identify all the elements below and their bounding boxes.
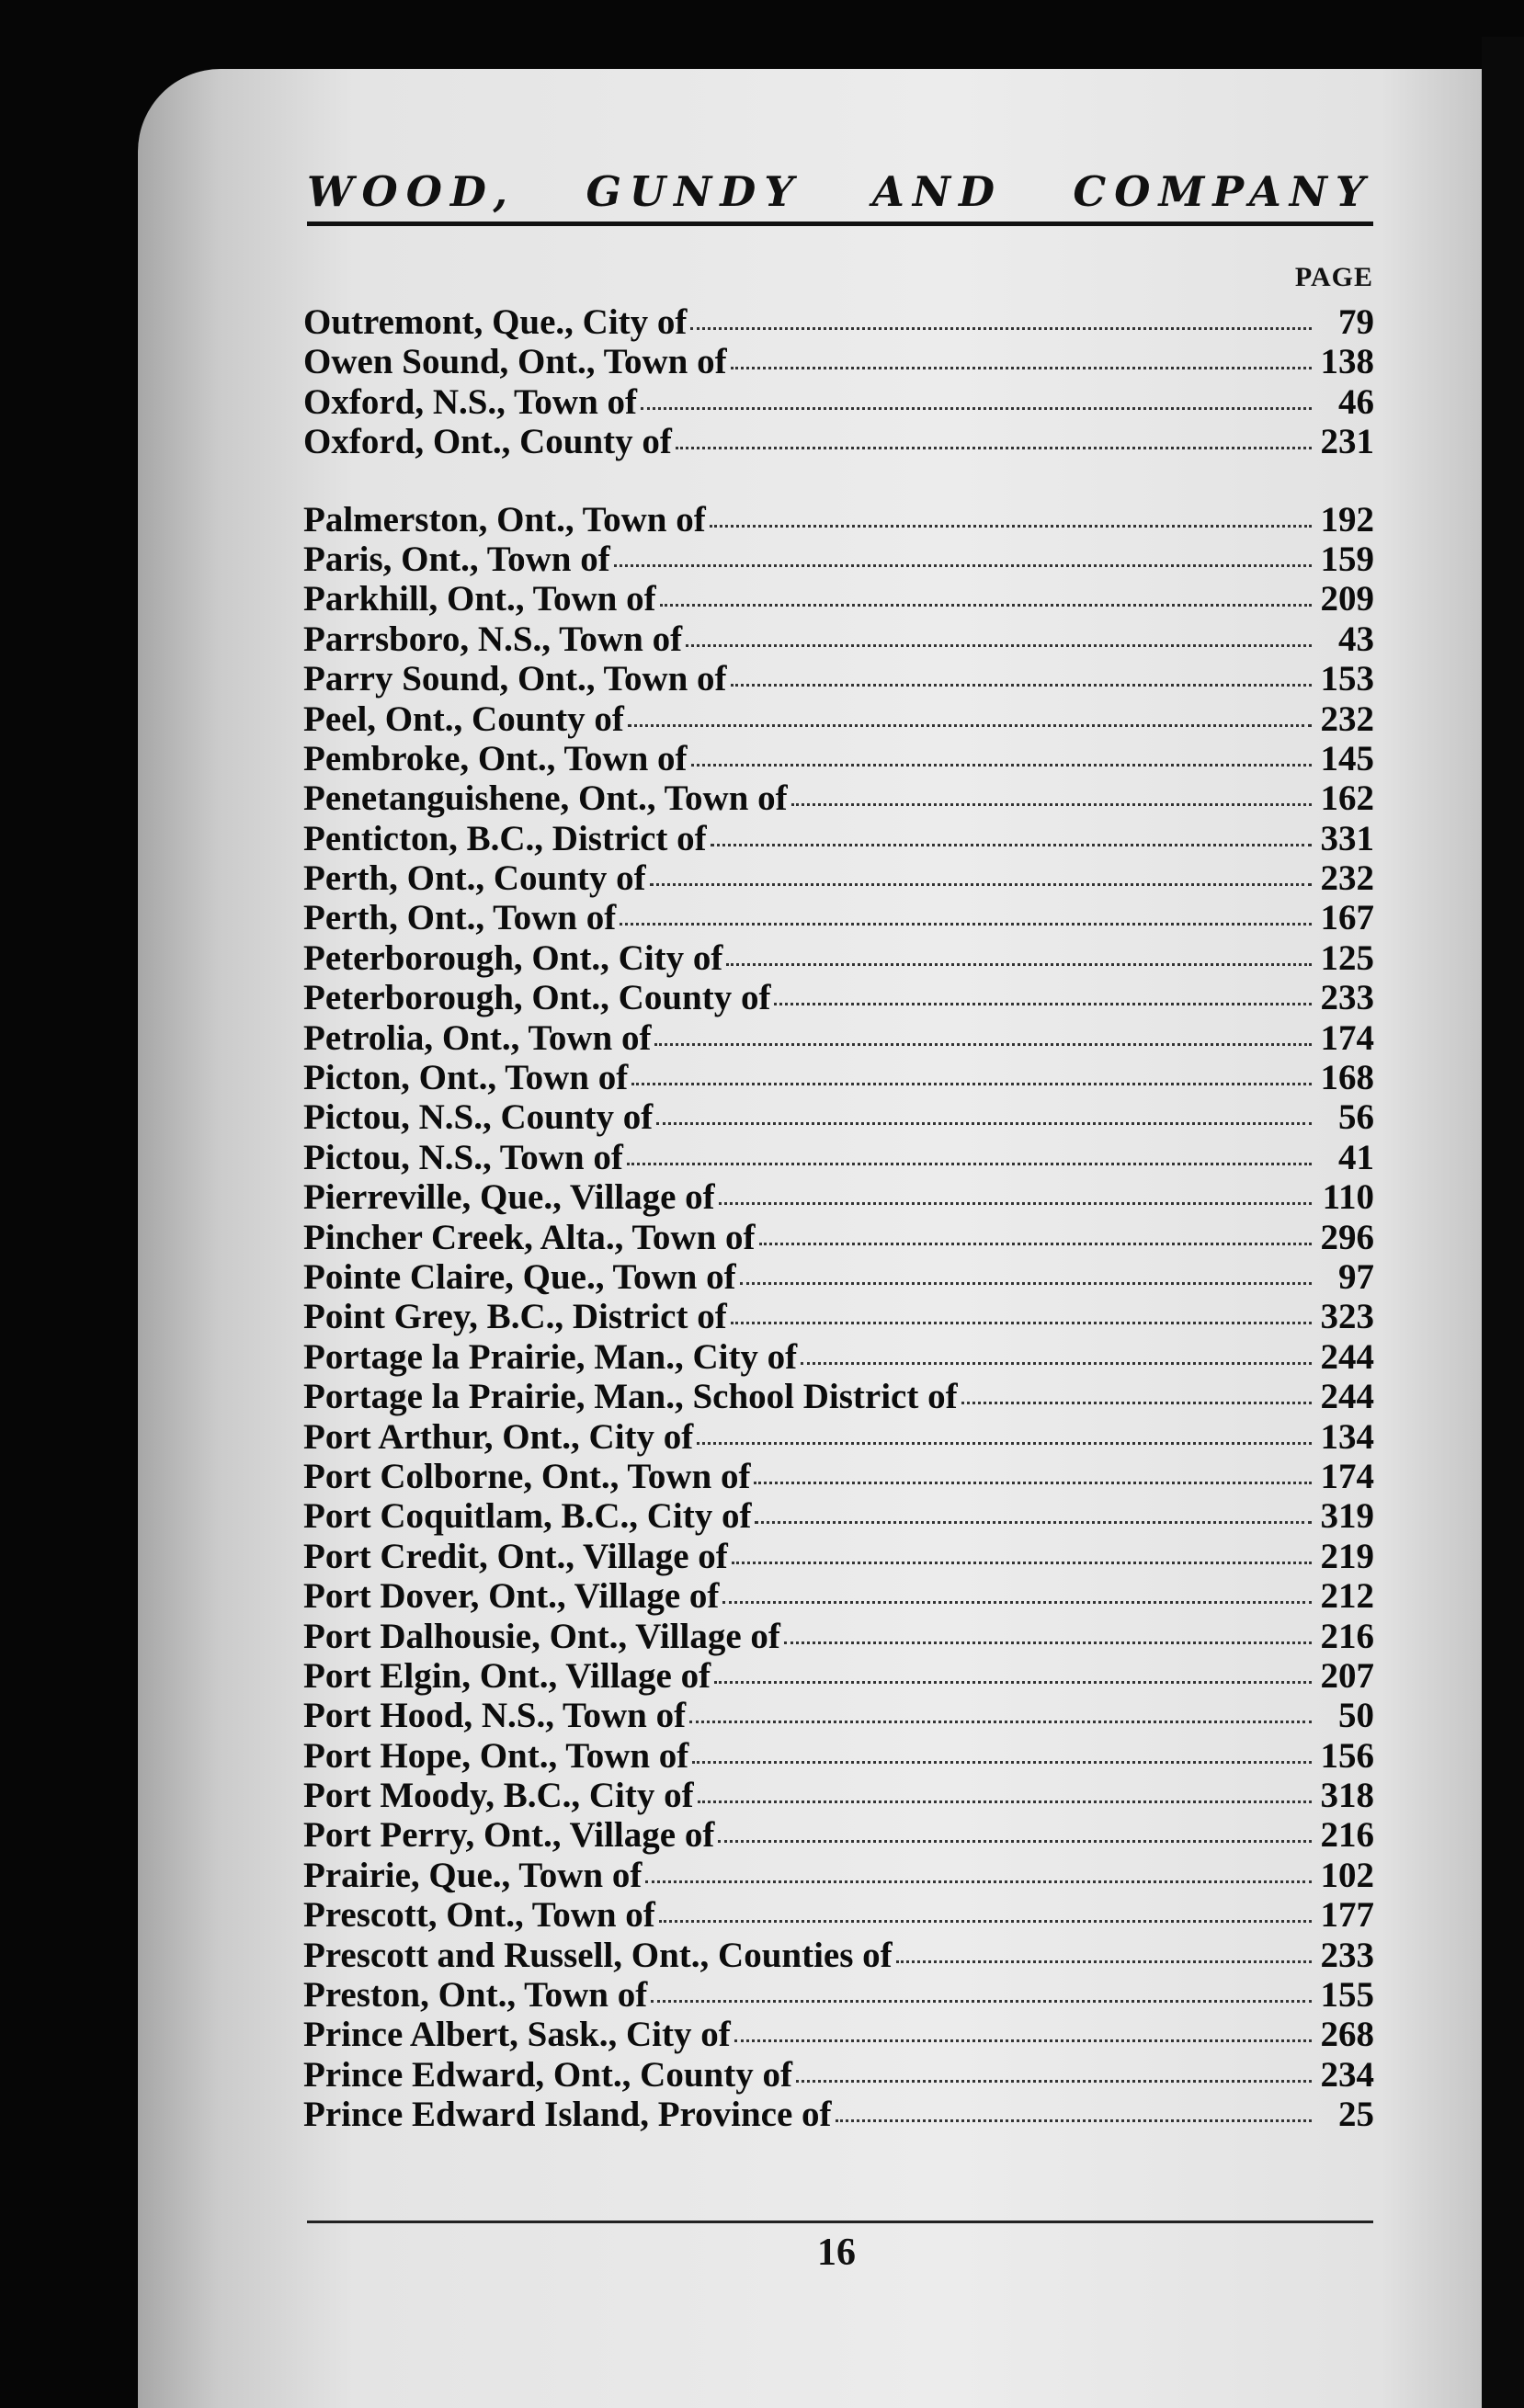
index-entry — [303, 1377, 1374, 1416]
dot-leader — [641, 407, 1312, 410]
entry-page-number: 50 — [1338, 1696, 1374, 1736]
entry-name: Prescott and Russell, Ont., Counties of — [303, 1935, 893, 1975]
dot-leader — [645, 1880, 1312, 1883]
index-entry — [303, 422, 1374, 461]
entry-name: Pincher Creek, Alta., Town of — [303, 1217, 756, 1257]
index-entry — [303, 1337, 1374, 1377]
entry-page-number: 97 — [1338, 1256, 1374, 1297]
entry-name: Port Dalhousie, Ont., Village of — [303, 1616, 780, 1656]
entry-name: Port Hood, N.S., Town of — [303, 1696, 687, 1736]
entry-page-number: 319 — [1320, 1496, 1374, 1537]
entry-name: Perth, Ont., Town of — [303, 898, 617, 938]
dot-leader — [731, 684, 1312, 687]
dot-leader — [650, 883, 1312, 886]
dot-leader — [692, 1761, 1312, 1764]
dot-leader — [774, 1003, 1312, 1005]
index-entry — [303, 342, 1374, 381]
dot-leader — [711, 844, 1312, 846]
dot-leader — [697, 1442, 1312, 1445]
footer-rule — [307, 2221, 1373, 2223]
index-entry — [303, 1696, 1374, 1735]
entry-page-number: 207 — [1320, 1655, 1374, 1696]
entry-page-number: 323 — [1320, 1297, 1374, 1337]
entry-name: Outremont, Que., City of — [303, 302, 688, 342]
dot-leader — [714, 1681, 1312, 1684]
index-entry — [303, 1496, 1374, 1536]
entry-page-number: 244 — [1320, 1336, 1374, 1377]
index-entry — [303, 1058, 1374, 1097]
dot-leader — [686, 644, 1312, 647]
entry-page-number: 25 — [1338, 2095, 1374, 2135]
entry-page-number: 231 — [1320, 422, 1374, 462]
entry-name: Perth, Ont., County of — [303, 858, 646, 899]
dot-leader — [754, 1482, 1312, 1484]
index-entry — [303, 1815, 1374, 1855]
entry-page-number: 168 — [1320, 1058, 1374, 1098]
index-entry — [303, 2095, 1374, 2134]
entry-page-number: 192 — [1320, 499, 1374, 540]
entry-name: Paris, Ont., Town of — [303, 539, 610, 579]
dot-leader — [719, 1202, 1312, 1205]
index-entry — [303, 1417, 1374, 1457]
entry-page-number: 167 — [1320, 898, 1374, 938]
index-entry — [303, 579, 1374, 619]
index-entry — [303, 2015, 1374, 2054]
index-entry — [303, 1975, 1374, 2015]
index-entry — [303, 382, 1374, 422]
dot-leader — [651, 2000, 1312, 2003]
entry-page-number: 234 — [1320, 2054, 1374, 2095]
folio-page-number: 16 — [817, 2232, 856, 2274]
entry-name: Peterborough, Ont., County of — [303, 978, 771, 1018]
entry-name: Port Coquitlam, B.C., City of — [303, 1496, 752, 1537]
dot-leader — [784, 1641, 1312, 1644]
entry-name: Port Elgin, Ont., Village of — [303, 1655, 711, 1696]
dot-leader — [734, 2039, 1312, 2042]
index-entry — [303, 619, 1374, 659]
entry-name: Prince Edward Island, Province of — [303, 2095, 832, 2135]
entry-page-number: 216 — [1320, 1616, 1374, 1656]
entry-page-number: 174 — [1320, 1017, 1374, 1058]
dot-leader — [726, 963, 1312, 966]
entry-page-number: 219 — [1320, 1536, 1374, 1576]
index-entry — [303, 1576, 1374, 1616]
dot-leader — [660, 604, 1312, 607]
entry-group — [303, 500, 1374, 2135]
dot-leader — [631, 1083, 1312, 1085]
entry-page-number: 212 — [1320, 1576, 1374, 1617]
entry-name: Palmerston, Ont., Town of — [303, 499, 706, 540]
dot-leader — [718, 1840, 1312, 1843]
dot-leader — [732, 1562, 1312, 1564]
entry-page-number: 296 — [1320, 1217, 1374, 1257]
entry-name: Port Moody, B.C., City of — [303, 1776, 694, 1816]
index-entry — [303, 1537, 1374, 1576]
entry-name: Pointe Claire, Que., Town of — [303, 1256, 736, 1297]
index-entry — [303, 858, 1374, 898]
entry-page-number: 159 — [1320, 539, 1374, 579]
entry-name: Port Hope, Ont., Town of — [303, 1735, 689, 1776]
entry-name: Port Perry, Ont., Village of — [303, 1815, 715, 1856]
entry-name: Owen Sound, Ont., Town of — [303, 342, 727, 382]
entry-name: Parkhill, Ont., Town of — [303, 579, 656, 619]
entry-page-number: 233 — [1320, 1935, 1374, 1975]
entry-name: Port Credit, Ont., Village of — [303, 1536, 728, 1576]
entry-name: Port Dover, Ont., Village of — [303, 1576, 720, 1617]
index-entry — [303, 819, 1374, 858]
page-column-label: PAGE — [1294, 262, 1373, 292]
dot-leader — [620, 923, 1312, 926]
entry-page-number: 125 — [1320, 937, 1374, 978]
entry-name: Prince Edward, Ont., County of — [303, 2054, 792, 2095]
entry-name: Parrsboro, N.S., Town of — [303, 619, 683, 659]
entry-name: Portage la Prairie, Man., City of — [303, 1336, 798, 1377]
entry-page-number: 134 — [1320, 1416, 1374, 1457]
entry-name: Oxford, N.S., Town of — [303, 381, 637, 422]
index-entry — [303, 699, 1374, 739]
dot-leader — [698, 1800, 1312, 1803]
dot-leader — [691, 764, 1313, 767]
entry-page-number: 318 — [1320, 1776, 1374, 1816]
entry-page-number: 56 — [1338, 1097, 1374, 1138]
entry-name: Picton, Ont., Town of — [303, 1058, 629, 1098]
index-entry — [303, 898, 1374, 937]
entry-name: Prince Albert, Sask., City of — [303, 2015, 731, 2055]
index-entry — [303, 1936, 1374, 1975]
index-entry — [303, 938, 1374, 978]
index-entries — [303, 302, 1374, 2135]
entry-page-number: 110 — [1322, 1177, 1374, 1218]
dot-leader — [759, 1243, 1313, 1245]
running-header: WOOD, GUNDY AND COMPANY — [307, 167, 1373, 216]
entry-name: Pembroke, Ont., Town of — [303, 738, 688, 778]
entry-page-number: 162 — [1320, 778, 1374, 819]
entry-name: Portage la Prairie, Man., School District of — [303, 1377, 958, 1417]
header-rule — [307, 221, 1373, 226]
dot-leader — [690, 327, 1312, 330]
entry-name: Preston, Ont., Town of — [303, 1975, 648, 2016]
entry-page-number: 43 — [1338, 619, 1374, 659]
dot-leader — [731, 1322, 1312, 1324]
index-entry — [303, 1218, 1374, 1257]
entry-page-number: 268 — [1320, 2015, 1374, 2055]
dot-leader — [801, 1362, 1312, 1365]
entry-page-number: 177 — [1320, 1895, 1374, 1936]
dot-leader — [740, 1282, 1312, 1285]
dot-leader — [791, 803, 1312, 806]
entry-name: Point Grey, B.C., District of — [303, 1297, 727, 1337]
dot-leader — [654, 1043, 1312, 1046]
index-entry — [303, 778, 1374, 818]
entry-page-number: 145 — [1320, 738, 1374, 778]
entry-name: Prescott, Ont., Town of — [303, 1895, 655, 1936]
entry-page-number: 174 — [1320, 1456, 1374, 1496]
entry-page-number: 46 — [1338, 381, 1374, 422]
index-entry — [303, 1177, 1374, 1217]
entry-page-number: 156 — [1320, 1735, 1374, 1776]
index-entry — [303, 540, 1374, 579]
entry-name: Penetanguishene, Ont., Town of — [303, 778, 788, 819]
index-entry — [303, 1138, 1374, 1177]
index-entry — [303, 1257, 1374, 1297]
entry-page-number: 244 — [1320, 1377, 1374, 1417]
entry-name: Port Arthur, Ont., City of — [303, 1416, 694, 1457]
entry-name: Peterborough, Ont., City of — [303, 937, 723, 978]
dot-leader — [676, 447, 1312, 449]
dot-leader — [689, 1721, 1312, 1723]
entry-name: Port Colborne, Ont., Town of — [303, 1456, 751, 1496]
dot-leader — [896, 1960, 1312, 1963]
entry-name: Prairie, Que., Town of — [303, 1855, 643, 1895]
index-entry — [303, 1457, 1374, 1496]
entry-name: Petrolia, Ont., Town of — [303, 1017, 652, 1058]
entry-page-number: 102 — [1320, 1855, 1374, 1895]
dot-leader — [755, 1521, 1312, 1524]
entry-page-number: 331 — [1320, 818, 1374, 858]
dot-leader — [659, 1920, 1312, 1923]
index-entry — [303, 302, 1374, 342]
entry-page-number: 79 — [1338, 302, 1374, 342]
dot-leader — [628, 724, 1312, 727]
dot-leader — [656, 1122, 1312, 1125]
entry-name: Pictou, N.S., County of — [303, 1097, 654, 1138]
dot-leader — [627, 1163, 1312, 1165]
index-entry — [303, 1097, 1374, 1137]
index-entry — [303, 2055, 1374, 2095]
index-entry — [303, 1895, 1374, 1935]
index-entry — [303, 1617, 1374, 1656]
entry-page-number: 232 — [1320, 699, 1374, 739]
index-entry — [303, 739, 1374, 778]
index-entry — [303, 1856, 1374, 1895]
entry-page-number: 153 — [1320, 659, 1374, 699]
dot-leader — [731, 367, 1312, 369]
entry-name: Pictou, N.S., Town of — [303, 1137, 623, 1177]
index-entry — [303, 659, 1374, 699]
entry-page-number: 155 — [1320, 1975, 1374, 2016]
dot-leader — [836, 2119, 1312, 2122]
index-entry — [303, 1776, 1374, 1815]
index-entry — [303, 1297, 1374, 1336]
book-spine-shadow — [1482, 37, 1524, 2408]
entry-page-number: 41 — [1338, 1137, 1374, 1177]
entry-page-number: 209 — [1320, 579, 1374, 619]
entry-name: Penticton, B.C., District of — [303, 818, 707, 858]
dot-leader — [961, 1402, 1312, 1404]
entry-name: Oxford, Ont., County of — [303, 422, 672, 462]
entry-name: Peel, Ont., County of — [303, 699, 624, 739]
entry-page-number: 233 — [1320, 978, 1374, 1018]
index-entry — [303, 1018, 1374, 1058]
index-entry — [303, 978, 1374, 1017]
entry-group — [303, 302, 1374, 462]
entry-name: Pierreville, Que., Village of — [303, 1177, 715, 1218]
index-entry — [303, 500, 1374, 540]
entry-name: Parry Sound, Ont., Town of — [303, 659, 727, 699]
dot-leader — [722, 1601, 1312, 1604]
dot-leader — [796, 2080, 1312, 2083]
index-entry — [303, 1656, 1374, 1696]
entry-page-number: 138 — [1320, 342, 1374, 382]
entry-page-number: 216 — [1320, 1815, 1374, 1856]
dot-leader — [710, 525, 1312, 528]
index-entry — [303, 1736, 1374, 1776]
entry-page-number: 232 — [1320, 858, 1374, 899]
dot-leader — [614, 564, 1312, 567]
